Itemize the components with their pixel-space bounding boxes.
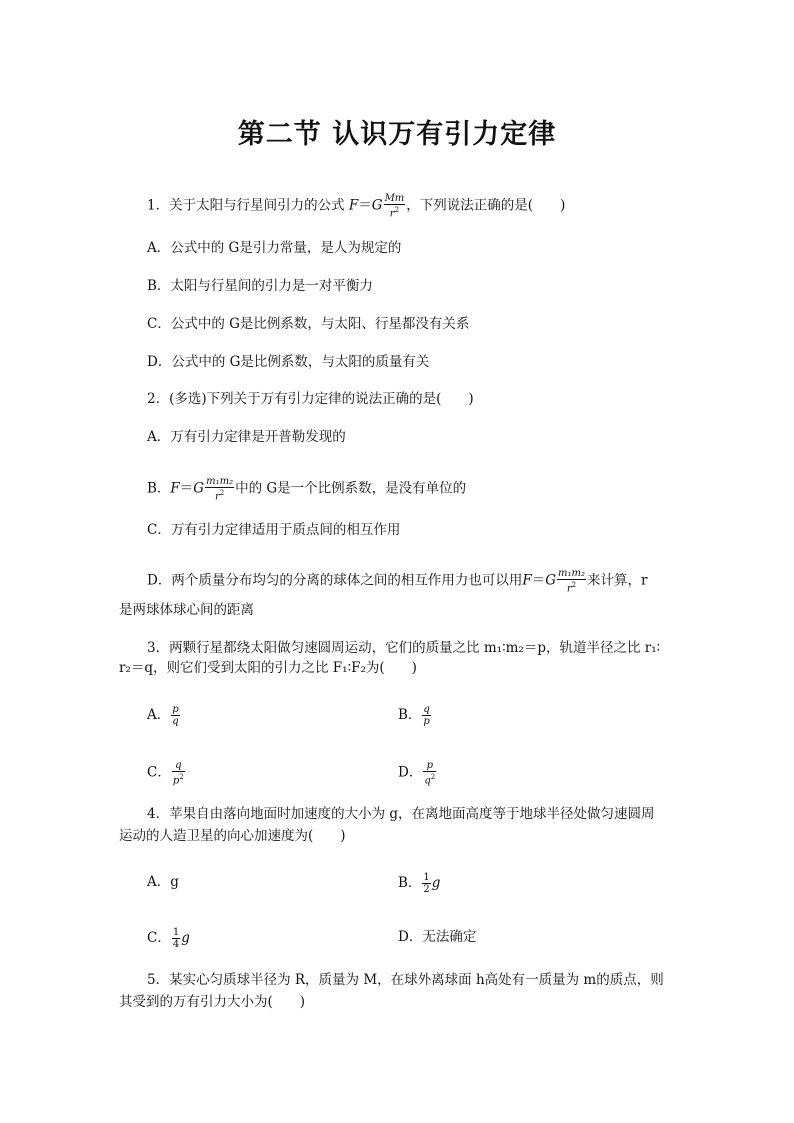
q3-option-c xyxy=(147,760,186,786)
q3-d-num: p xyxy=(423,760,436,772)
q2-b-formula-eq: ＝ xyxy=(179,480,194,497)
q2-option-d-cont: 是两球体球心间的距离 xyxy=(119,602,254,618)
q2-option-d xyxy=(147,568,647,594)
q1-formula-f: F xyxy=(348,197,359,214)
q2-d-formula-eq: ＝ xyxy=(531,572,546,589)
q1-formula-fraction: $\frac{Mm}{r^2}$ xyxy=(384,193,405,220)
q3-a-den: q xyxy=(172,716,179,727)
q2-d-text: D．两个质量分布均匀的分离的球体之间的相互作用力也可以用 xyxy=(147,572,523,589)
q3-option-d xyxy=(398,760,437,786)
q4-stem-line2: 运动的人造卫星的向心加速度为( ) xyxy=(119,828,346,844)
q3-d-fraction: $\frac{p}{q^2}$ xyxy=(424,760,436,787)
q5-stem-line1: 5．某实心匀质球半径为 R，质量为 M，在球外离球面 h高处有一质量为 m的质点，则 xyxy=(147,972,664,988)
q5-stem-line2: 其受到的万有引力大小为( ) xyxy=(119,994,306,1010)
q4-c-fraction xyxy=(172,927,180,950)
q3-b-num: q xyxy=(423,704,430,715)
q4-c-num: 1 xyxy=(172,927,180,938)
q2-b-fraction: $\frac{\text{m₁m₂}}{r^2}$ xyxy=(206,476,234,503)
q2-d-frac-num: m₁m₂ xyxy=(558,568,585,579)
q3-a-label: A． xyxy=(147,707,171,723)
q2-option-a: A．万有引力定律是开普勒发现的 xyxy=(147,429,346,445)
q2-b-formula-g: G xyxy=(193,480,205,497)
q4-option-c xyxy=(147,927,190,950)
q1-stem xyxy=(147,193,565,219)
q3-option-b xyxy=(398,704,432,727)
q2-d-text-tail: 来计算，r xyxy=(586,572,648,589)
q4-option-d: D．无法确定 xyxy=(398,929,477,945)
q3-b-label: B． xyxy=(398,707,422,723)
q4-c-den: 4 xyxy=(172,939,180,950)
q4-b-label: B． xyxy=(398,875,422,891)
q1-option-c: C．公式中的 G是比例系数，与太阳、行星都没有关系 xyxy=(147,316,470,332)
q1-option-b: B．太阳与行星间的引力是一对平衡力 xyxy=(147,278,373,294)
q3-a-fraction xyxy=(171,704,179,727)
q3-d-den: q xyxy=(424,775,431,787)
q3-option-a xyxy=(147,704,181,727)
q4-stem-line1: 4．苹果自由落向地面时加速度的大小为 g，在离地面高度等于地球半径处做匀速圆周 xyxy=(147,806,655,822)
q2-b-frac-den: r xyxy=(214,491,220,503)
q2-d-formula-g: G xyxy=(545,572,556,589)
q3-b-fraction xyxy=(422,704,430,727)
q4-c-label: C． xyxy=(147,930,171,946)
q3-c-fraction: $\frac{q}{p^2}$ xyxy=(172,760,184,787)
q1-stem-tail: ，下列说法正确的是( ) xyxy=(406,197,566,214)
q4-b-tail: g xyxy=(431,875,441,891)
q2-d-fraction: $\frac{\text{m₁m₂}}{r^2}$ xyxy=(558,568,585,595)
q2-d-frac-den: r xyxy=(566,583,572,595)
q3-c-num: q xyxy=(172,760,185,772)
q1-frac-num: Mm xyxy=(384,193,405,204)
q2-b-text: 中的 G是一个比例系数，是没有单位的 xyxy=(235,480,467,497)
q4-option-b xyxy=(398,872,440,895)
q3-stem-line2: r₂＝q，则它们受到太阳的引力之比 F₁∶F₂为( ) xyxy=(119,660,417,676)
q3-stem-line1: 3．两颗行星都绕太阳做匀速圆周运动，它们的质量之比 m₁∶m₂＝p，轨道半径之比 r₁∶ xyxy=(147,640,661,656)
q1-stem-text: 1．关于太阳与行星间引力的公式 xyxy=(147,197,349,214)
q2-b-formula-f: F xyxy=(170,480,180,497)
q2-option-c: C．万有引力定律适用于质点间的相互作用 xyxy=(147,522,401,538)
q4-b-num: 1 xyxy=(423,872,430,883)
q1-formula-g: G xyxy=(371,197,383,214)
q2-option-b xyxy=(147,476,466,502)
q1-option-a: A．公式中的 G是引力常量，是人为规定的 xyxy=(147,240,402,256)
q2-b-label: B． xyxy=(147,480,171,497)
q3-b-den: p xyxy=(423,716,430,727)
q1-option-d: D．公式中的 G是比例系数，与太阳的质量有关 xyxy=(147,354,430,370)
q1-formula-eq: ＝ xyxy=(358,197,372,214)
q2-b-frac-num: m₁m₂ xyxy=(206,476,234,487)
q2-d-formula-f: F xyxy=(522,572,532,589)
q4-b-den: 2 xyxy=(423,884,430,895)
page-title: 第二节 认识万有引力定律 xyxy=(237,119,557,150)
q4-option-a: A．g xyxy=(147,874,179,890)
q4-b-fraction xyxy=(422,872,430,895)
q1-frac-den: r xyxy=(389,208,395,220)
q3-c-den: p xyxy=(172,775,180,787)
q3-d-label: D． xyxy=(398,764,423,781)
q2-stem: 2．(多选)下列关于万有引力定律的说法正确的是( ) xyxy=(147,391,474,407)
q3-a-num: p xyxy=(172,704,179,715)
q4-c-tail: g xyxy=(181,930,190,946)
q3-c-label: C． xyxy=(147,764,171,781)
